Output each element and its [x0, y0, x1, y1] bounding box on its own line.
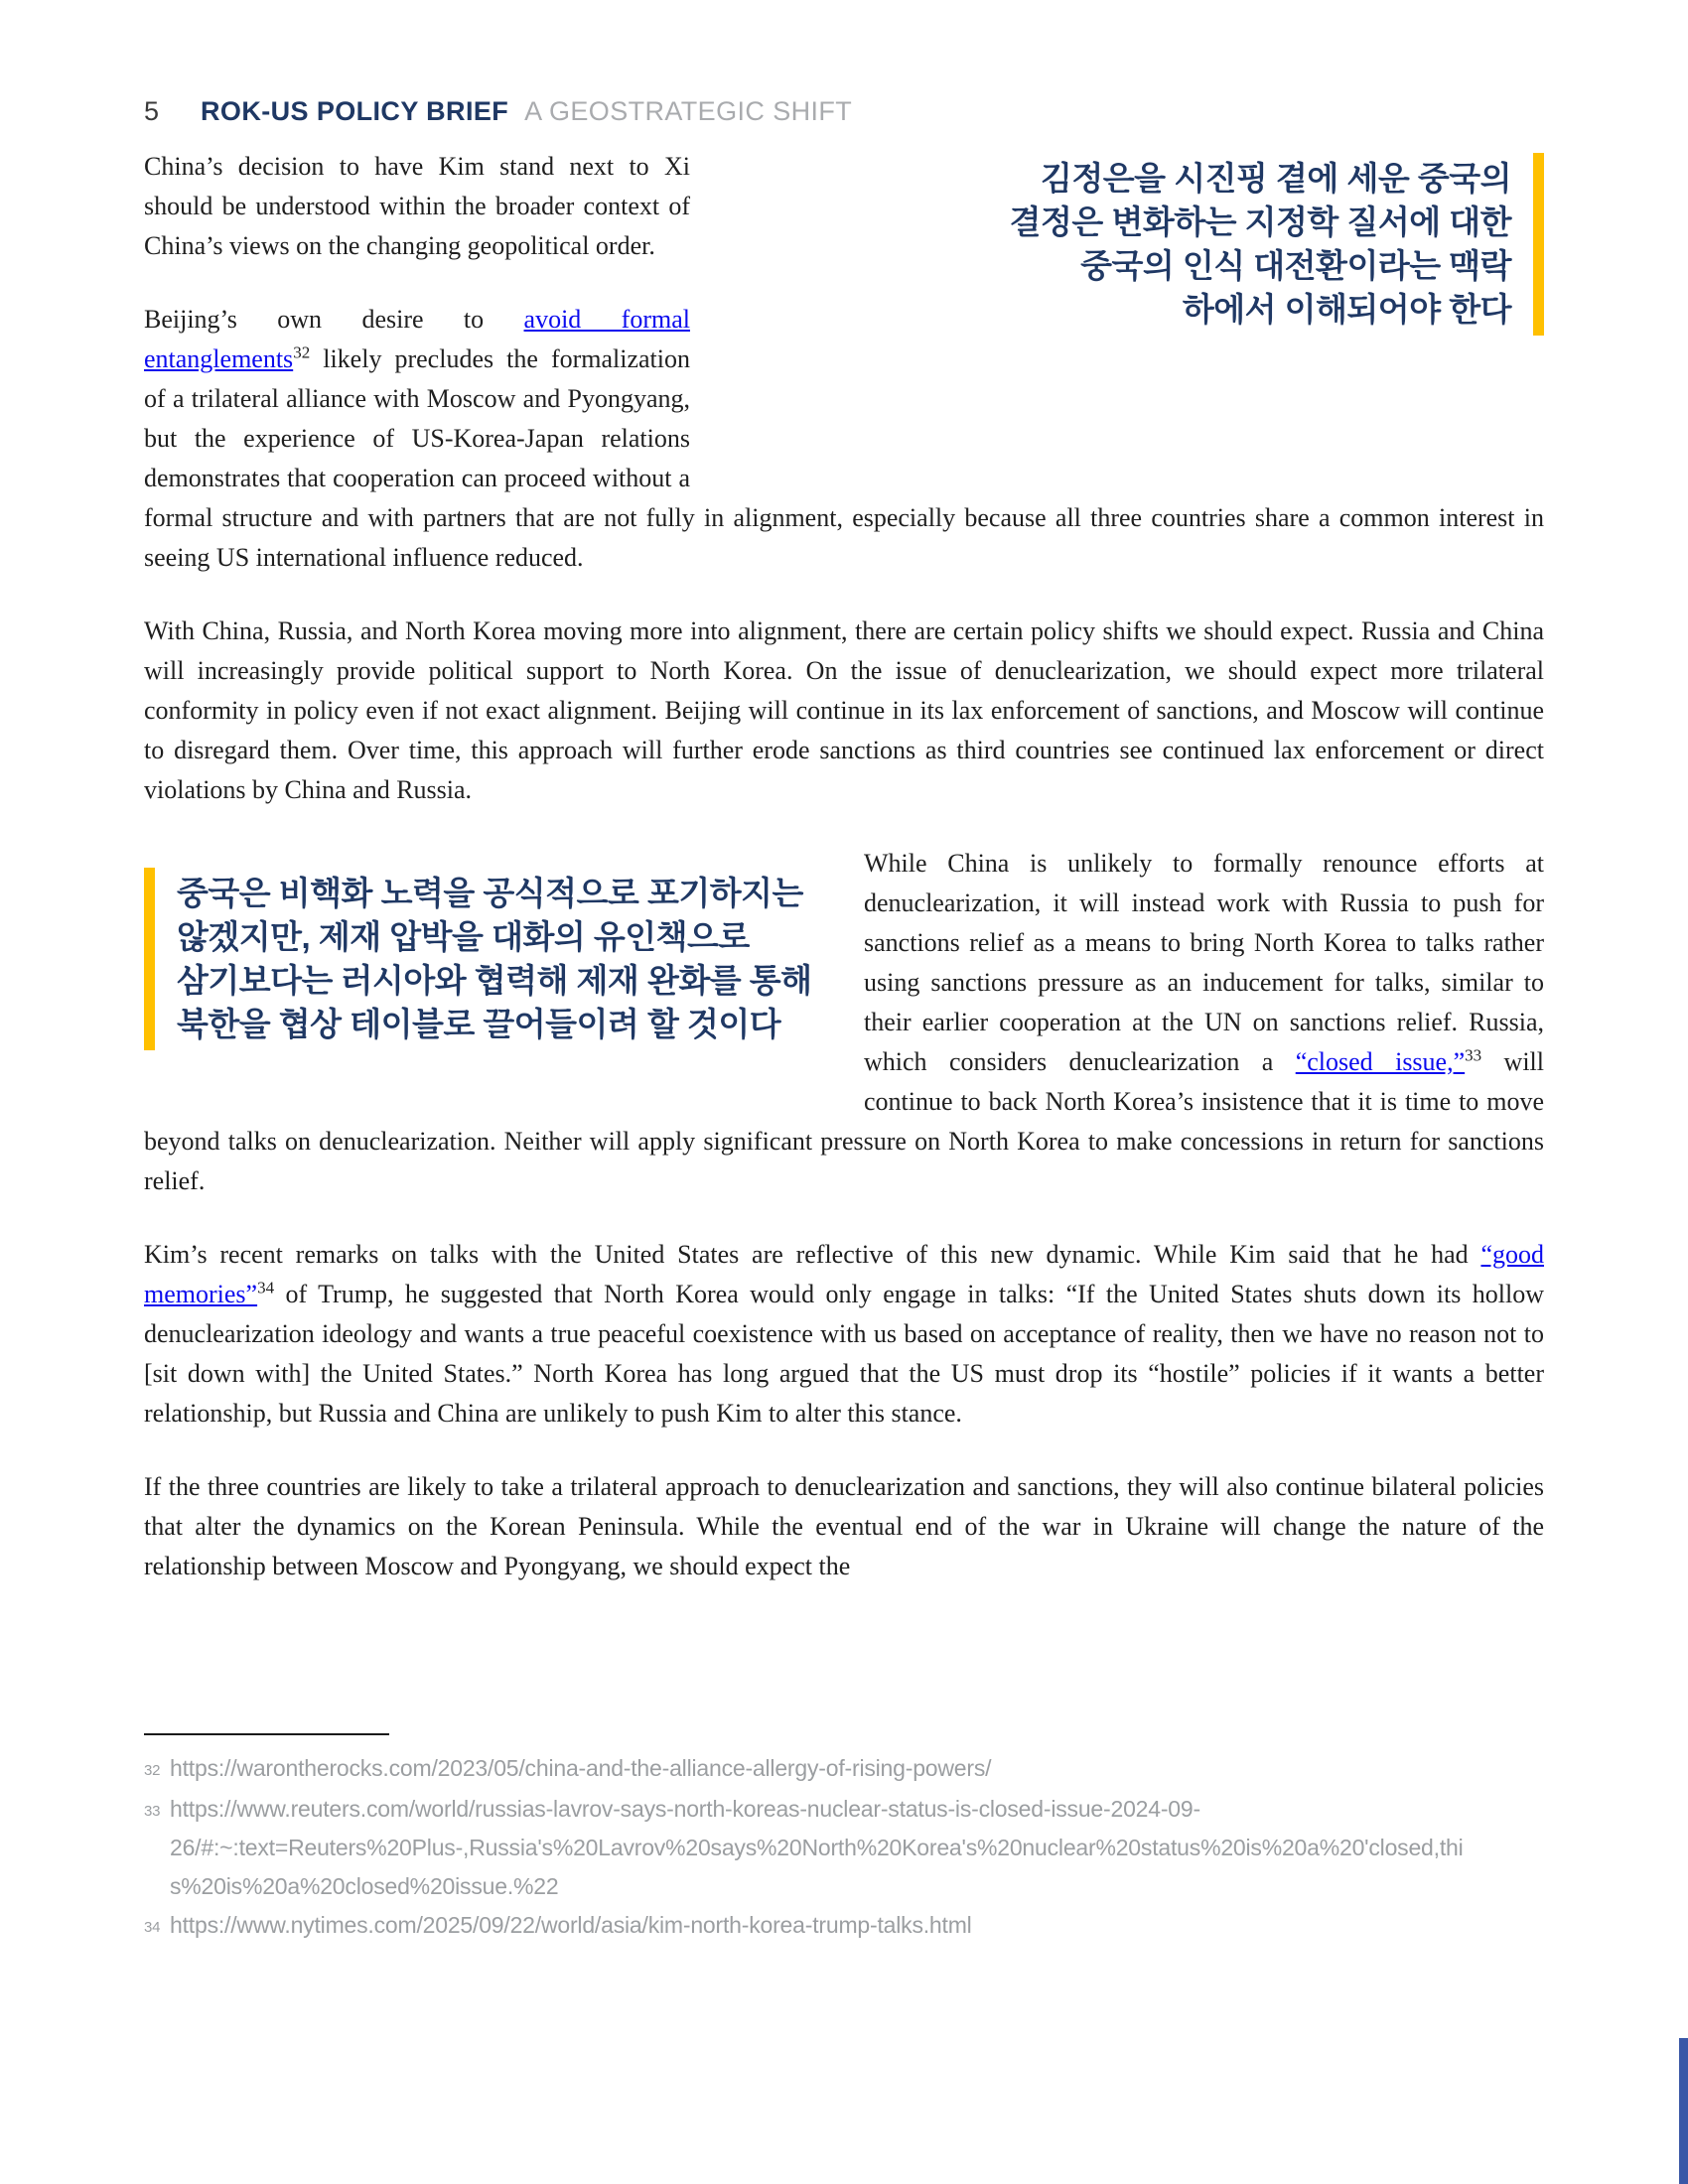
text-segment: of Trump, he suggested that North Korea would only engage in talks: “If the United States shuts down its hollow denuclearization ideology and wants a true peaceful coexistence with us based on acceptance of reality, then we have no reason not to [sit down with] the United States.” North Korea has long argued that the US must drop its “hostile” policies if it wants a better relationship, but Russia and China are unlikely to push Kim to alter this stance. — [144, 1280, 1544, 1428]
footnote-33 — [144, 1790, 1465, 1906]
footnote-number: 34 — [144, 1919, 161, 1936]
link-good-memories[interactable]: “good memories” — [144, 1240, 1544, 1308]
link-closed-issue[interactable]: “closed issue,” — [1295, 1047, 1466, 1076]
footnote-divider — [144, 1733, 389, 1735]
footnote-number: 32 — [144, 1762, 161, 1779]
pull-quote-line: 삼기보다는 러시아와 협력해 제재 완화를 통해 — [177, 962, 812, 999]
text-segment: While China is unlikely to formally renounce efforts at denuclearization, it will instead work with Russia to push for sanctions relief as a means to bring North Korea to talks rather using sanctions pressure as an inducement for talks, similar to their earlier cooperation at the UN on sanctions relief. Russia, which considers denuclearization a — [864, 849, 1544, 1076]
pull-quote-line: 않겠지만, 제재 압박을 대화의 유인책으로 — [177, 918, 750, 955]
pull-quote-korean-left — [144, 868, 834, 1050]
pull-quote-line: 결정은 변화하는 지정학 질서에 대한 — [1009, 204, 1511, 240]
footnote-32 — [144, 1749, 1465, 1790]
text-segment: If the three countries are likely to take a trilateral approach to denuclearization and sanctions, they will also continue bilateral policies that alter the dynamics on the Korean Peninsula. While the eventual end of the war in Ukraine will change the nature of the relationship between Moscow and Pyongyang, we should expect the — [144, 1472, 1544, 1580]
page-edge-accent-bar — [1679, 2038, 1688, 2184]
paragraph-policy-shifts — [144, 612, 1544, 810]
text-segment: Kim’s recent remarks on talks with the United States are reflective of this new dynamic. While Kim said that he had — [144, 1240, 1481, 1269]
footnote-ref-34: 34 — [257, 1278, 275, 1297]
footnote-url: https://www.nytimes.com/2025/09/22/world/asia/kim-north-korea-trump-talks.html — [170, 1912, 972, 1938]
brief-title: ROK-US POLICY BRIEF — [201, 96, 509, 126]
text-segment: With China, Russia, and North Korea moving more into alignment, there are certain policy shifts we should expect. Russia and China will increasingly provide political support to North Korea. On the issue of denuclearization, we should expect more trilateral conformity in policy even if not exact alignment. Beijing will continue in its lax enforcement of sanctions, and Moscow will continue to disregard them. Over time, this approach will further erode sanctions as third countries see continued lax enforcement or direct violations by China and Russia. — [144, 616, 1544, 804]
page-header — [144, 95, 1544, 127]
link-avoid-formal-entanglements[interactable]: avoid formal entanglements — [144, 305, 690, 373]
footnote-url: https://www.reuters.com/world/russias-lavrov-says-north-koreas-nuclear-status-is-closed-issue-2024-09-26/#:~:text=Reuters%20Plus-,Russia's%20Lavrov%20says%20North%20Korea's%20nuclear%20status%20is%20a%20'closed,this%20is%20a%20closed%20issue.%22 — [170, 1796, 1464, 1899]
paragraph-trilateral-approach — [144, 1467, 1544, 1586]
pull-quote-line: 김정은을 시진핑 곁에 세운 중국의 — [1041, 160, 1511, 197]
pull-quote-korean-right — [720, 153, 1544, 336]
footnote-ref-32: 32 — [293, 342, 311, 362]
page-number: 5 — [144, 96, 160, 126]
footnote-url: https://warontherocks.com/2023/05/china-and-the-alliance-allergy-of-rising-powers/ — [170, 1755, 992, 1781]
paragraph-kim-remarks — [144, 1235, 1544, 1433]
pull-quote-line: 하에서 이해되어야 한다 — [1182, 291, 1511, 328]
text-segment: Beijing’s own desire to — [144, 305, 524, 334]
footnotes-section — [144, 1733, 1465, 1947]
text-segment: will continue to back North Korea’s insistence that it is time to move beyond talks on denuclearization. Neither will apply significant pressure on North Korea to make concessions in return for sanctions relief. — [144, 1047, 1544, 1195]
pull-quote-line: 중국의 인식 대전환이라는 맥락 — [1080, 247, 1511, 284]
footnote-ref-33: 33 — [1465, 1045, 1482, 1065]
document-body — [144, 147, 1544, 1620]
text-segment: likely precludes the formalization of a trilateral alliance with Moscow and Pyongyang, but the experience of US-Korea-Japan relations demonstrates that cooperation can proceed without a formal structure and with partners that are not fully in alignment, especially because all three countries share a common interest in seeing US international influence reduced. — [144, 344, 1544, 572]
pull-quote-line: 중국은 비핵화 노력을 공식적으로 포기하지는 — [177, 875, 803, 911]
text-segment: China’s decision to have Kim stand next to Xi should be understood within the broader context of China’s views on the changing geopolitical order. — [144, 152, 690, 260]
brief-subtitle: A GEOSTRATEGIC SHIFT — [524, 96, 853, 126]
pull-quote-line: 북한을 협상 테이블로 끌어들이려 할 것이다 — [177, 1006, 781, 1042]
paragraph-beijing-desire — [144, 300, 1544, 578]
footnote-number: 33 — [144, 1803, 161, 1820]
footnote-34 — [144, 1906, 1465, 1947]
